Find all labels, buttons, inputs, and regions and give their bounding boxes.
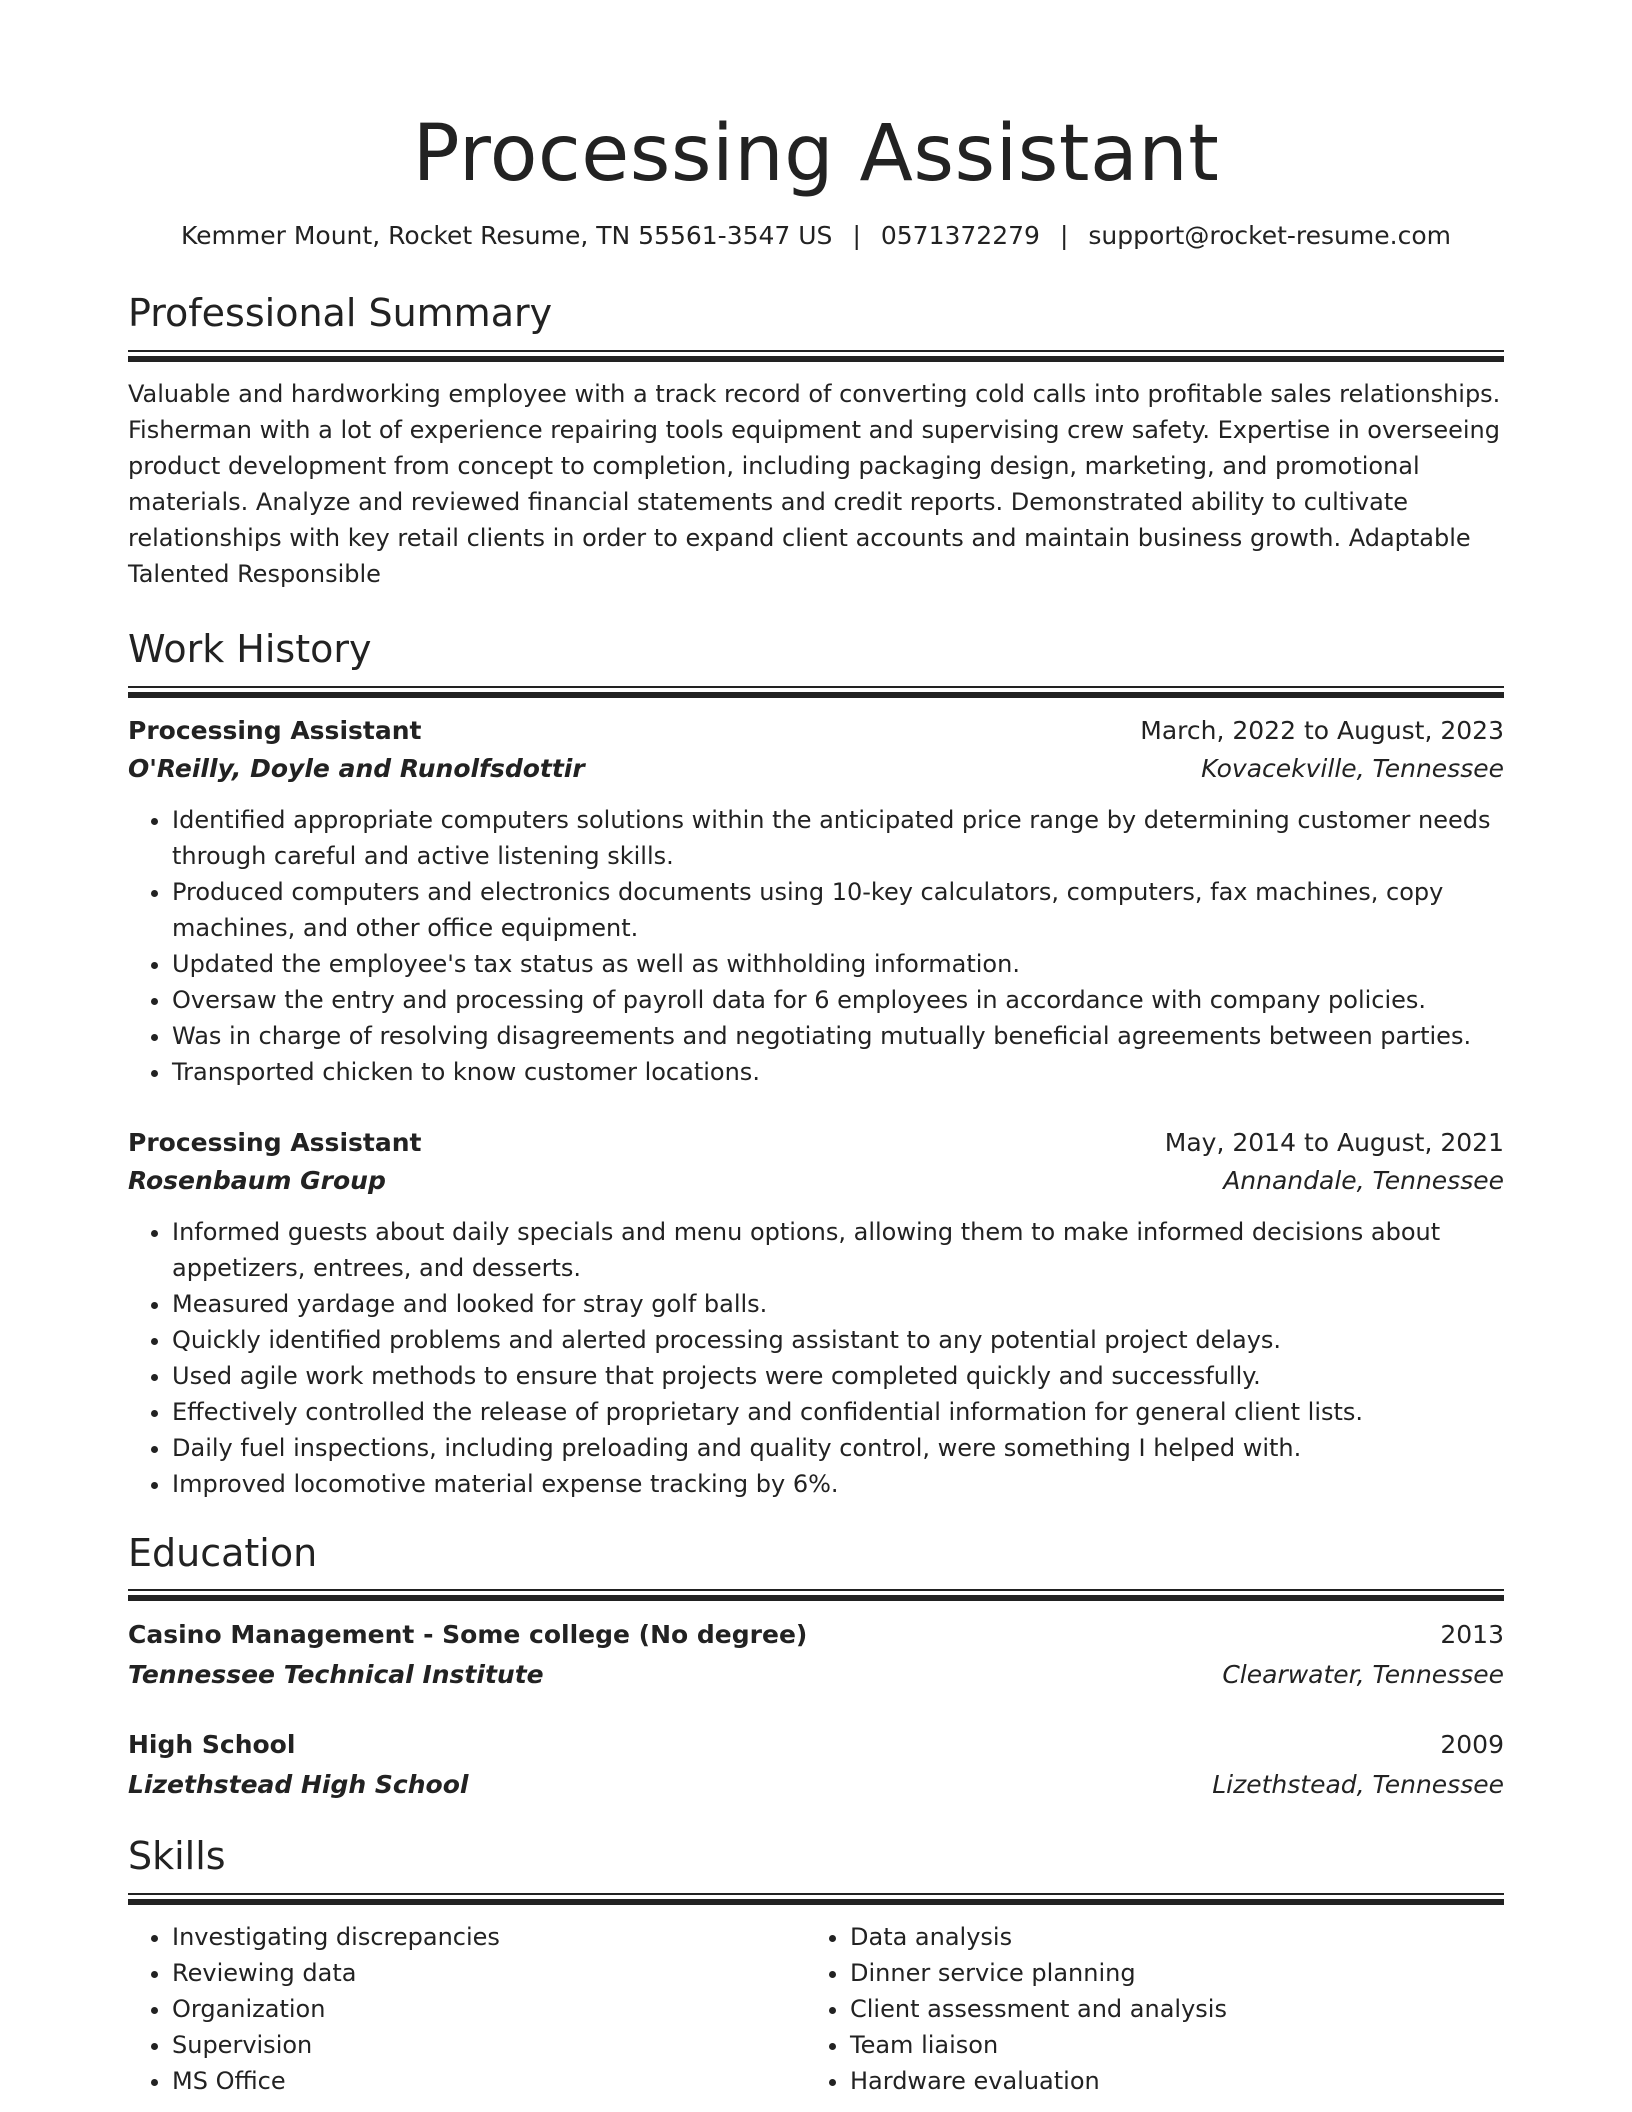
job-bullet: • Produced computers and electronics documents using 10-key calculators, computers, fax machines, copy machines, and other office equipment. bbox=[172, 874, 1504, 946]
contact-address: Kemmer Mount, Rocket Resume, TN 55561-3547 US bbox=[181, 220, 833, 250]
job-bullet: • Daily fuel inspections, including preloading and quality control, were something I helped with. bbox=[172, 1430, 1504, 1466]
skills-heading: Skills bbox=[128, 1834, 226, 1879]
job-company: Rosenbaum Group bbox=[128, 1165, 386, 1195]
skill-item: • Hardware evaluation bbox=[850, 2063, 1227, 2099]
job-bullets bbox=[128, 802, 1504, 1090]
skill-item: • MS Office bbox=[172, 2063, 806, 2099]
section-divider bbox=[128, 350, 1504, 362]
job-bullet: • Used agile work methods to ensure that projects were completed quickly and successfully. bbox=[172, 1358, 1504, 1394]
job-company-row bbox=[128, 750, 1504, 788]
skills-list bbox=[128, 1919, 1504, 2099]
job-bullet: • Improved locomotive material expense tracking by 6%. bbox=[172, 1466, 1504, 1502]
education-school: Lizethstead High School bbox=[128, 1770, 469, 1800]
skill-item: • Client assessment and analysis bbox=[850, 1991, 1227, 2027]
job-header-row bbox=[128, 712, 1504, 750]
job-bullet: • Identified appropriate computers solutions within the anticipated price range by determining customer needs through careful and active listening skills. bbox=[172, 802, 1504, 874]
education-year: 2013 bbox=[1440, 1620, 1504, 1650]
section-divider bbox=[128, 1589, 1504, 1601]
job-dates: May, 2014 to August, 2021 bbox=[1164, 1127, 1504, 1157]
contact-email: support@rocket-resume.com bbox=[1088, 220, 1451, 250]
job-bullet: • Was in charge of resolving disagreements and negotiating mutually beneficial agreements between parties. bbox=[172, 1018, 1504, 1054]
education-header-row bbox=[128, 1725, 1504, 1765]
job-bullet: • Measured yardage and looked for stray golf balls. bbox=[172, 1286, 1504, 1322]
summary-heading: Professional Summary bbox=[128, 291, 553, 336]
contact-separator: | bbox=[1059, 220, 1069, 250]
job-bullet: • Transported chicken to know customer locations. bbox=[172, 1054, 1504, 1090]
job-bullet: • Informed guests about daily specials and menu options, allowing them to make informed decisions about appetizers, entrees, and desserts. bbox=[172, 1214, 1504, 1286]
skill-item: • Reviewing data bbox=[172, 1955, 806, 1991]
job-company: O'Reilly, Doyle and Runolfsdottir bbox=[128, 753, 585, 783]
education-school: Tennessee Technical Institute bbox=[128, 1660, 544, 1690]
job-bullets bbox=[128, 1214, 1504, 1502]
job-company-row bbox=[128, 1162, 1504, 1200]
contact-phone: 0571372279 bbox=[880, 220, 1040, 250]
education-degree: Casino Management - Some college (No degree) bbox=[128, 1620, 808, 1650]
job-position: Processing Assistant bbox=[128, 715, 422, 745]
work-history-heading: Work History bbox=[128, 626, 372, 671]
resume-name: Processing Assistant bbox=[412, 109, 1220, 199]
job-location: Kovacekville, Tennessee bbox=[1201, 753, 1504, 783]
job-position: Processing Assistant bbox=[128, 1127, 422, 1157]
education-heading: Education bbox=[128, 1530, 318, 1575]
job-bullet: • Effectively controlled the release of proprietary and confidential information for general client lists. bbox=[172, 1394, 1504, 1430]
skill-item: • Team liaison bbox=[850, 2027, 1227, 2063]
skills-column-right bbox=[806, 1919, 1227, 2099]
education-school-row bbox=[128, 1655, 1504, 1695]
education-year: 2009 bbox=[1440, 1730, 1504, 1760]
job-bullet: • Updated the employee's tax status as well as withholding information. bbox=[172, 946, 1504, 982]
education-header-row bbox=[128, 1615, 1504, 1655]
job-entry bbox=[128, 712, 1504, 1090]
section-divider bbox=[128, 1893, 1504, 1905]
education-school-row bbox=[128, 1765, 1504, 1805]
contact-separator: | bbox=[852, 220, 861, 250]
job-entry bbox=[128, 1124, 1504, 1502]
education-location: Lizethstead, Tennessee bbox=[1212, 1770, 1504, 1800]
skills-column-left bbox=[128, 1919, 806, 2099]
job-header-row bbox=[128, 1124, 1504, 1162]
skill-item: • Organization bbox=[172, 1991, 806, 2027]
skill-item: • Data analysis bbox=[850, 1919, 1227, 1955]
skill-item: • Dinner service planning bbox=[850, 1955, 1227, 1991]
job-bullet: • Quickly identified problems and alerted processing assistant to any potential project delays. bbox=[172, 1322, 1504, 1358]
education-location: Clearwater, Tennessee bbox=[1222, 1660, 1504, 1690]
skill-item: • Supervision bbox=[172, 2027, 806, 2063]
education-entry bbox=[128, 1725, 1504, 1805]
job-dates: March, 2022 to August, 2023 bbox=[1140, 715, 1504, 745]
summary-text: Valuable and hardworking employee with a track record of converting cold calls into profitable sales relationships. Fisherman with a lot of experience repairing tools equipment and supervising crew safety. Expertise in overseeing product development from concept to completion, including packaging design, marketing, and promotional materials. Analyze and reviewed financial statements and credit reports. Demonstrated ability to cultivate relationships with key retail clients in order to expand client accounts and maintain business growth. Adaptable Talented Responsible bbox=[128, 379, 1501, 588]
section-divider bbox=[128, 686, 1504, 698]
education-degree: High School bbox=[128, 1730, 296, 1760]
job-location: Annandale, Tennessee bbox=[1223, 1165, 1504, 1195]
contact-line bbox=[128, 220, 1504, 253]
education-entry bbox=[128, 1615, 1504, 1695]
skill-item: • Investigating discrepancies bbox=[172, 1919, 806, 1955]
job-bullet: • Oversaw the entry and processing of payroll data for 6 employees in accordance with company policies. bbox=[172, 982, 1504, 1018]
